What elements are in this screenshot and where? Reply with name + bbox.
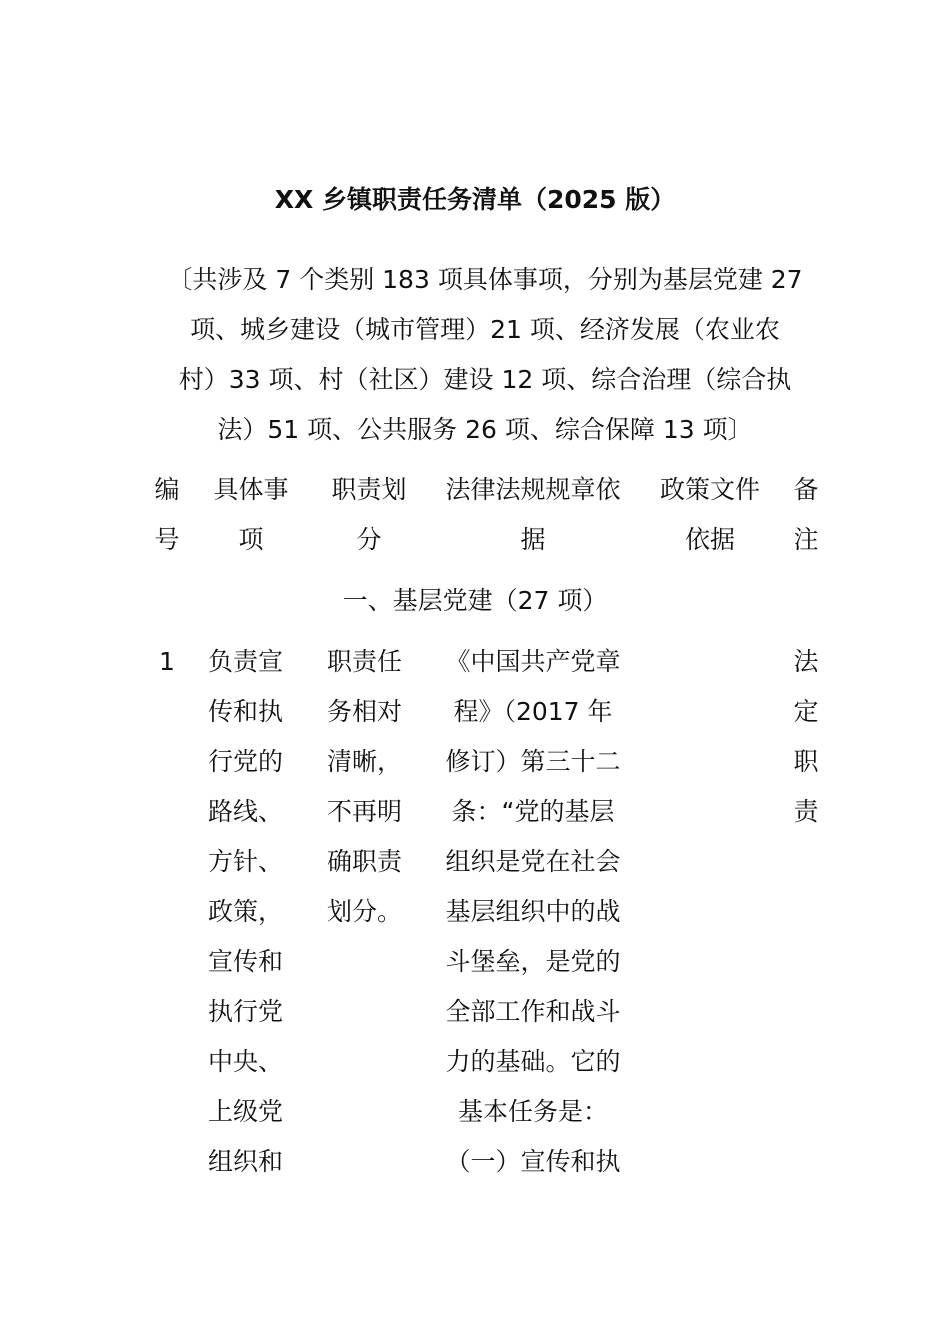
cell-line: 务相对 <box>327 697 403 726</box>
cell-line: 《中国共产党章 <box>445 647 621 676</box>
cell-line: 职责任 <box>327 647 403 676</box>
cell-line: 确职责 <box>327 847 403 876</box>
header-remark <box>788 465 824 565</box>
cell-line: 程》（2017 年 <box>453 697 613 726</box>
header-text: 注 <box>793 525 819 554</box>
header-text: 依据 <box>684 525 735 554</box>
cell-line: 斗堡垒，是党的 <box>445 947 621 976</box>
cell-line: 基层组织中的战 <box>445 897 621 926</box>
cell-line: 负责宣 <box>208 647 284 676</box>
cell-line: 执行党 <box>208 997 284 1026</box>
summary-line: 法）51 项、公共服务 26 项、综合保障 13 项〕 <box>217 415 753 444</box>
row-duty-cell <box>327 637 411 937</box>
cell-line: 方针、 <box>208 847 284 876</box>
document-title: XX 乡镇职责任务清单（2025 版） <box>274 185 676 214</box>
header-text: 政策文件 <box>659 475 760 504</box>
row-remark-cell <box>788 637 824 837</box>
header-item <box>208 465 294 565</box>
cell-line: 组织是党在社会 <box>445 847 621 876</box>
row-number <box>148 637 186 687</box>
cell-line: 组织和 <box>208 1147 284 1176</box>
cell-text: 1 <box>159 647 175 676</box>
header-duty <box>327 465 411 565</box>
cell-line: 条：“党的基层 <box>451 797 615 826</box>
header-text: 据 <box>520 525 546 554</box>
header-policy <box>655 465 765 565</box>
header-text: 职责划 <box>331 475 407 504</box>
cell-line: 宣传和 <box>208 947 284 976</box>
cell-line: 上级党 <box>208 1097 284 1126</box>
header-text: 号 <box>154 525 180 554</box>
summary-line: 项、城乡建设（城市管理）21 项、经济发展（农业农 <box>190 315 780 344</box>
summary-line: 〔共涉及 7 个类别 183 项具体事项，分别为基层党建 27 <box>167 265 803 294</box>
row-law-cell <box>440 637 626 1187</box>
header-text: 具体事 <box>213 475 289 504</box>
summary-line: 村）33 项、村（社区）建设 12 项、综合治理（综合执 <box>178 365 792 394</box>
header-text: 备 <box>793 475 819 504</box>
cell-line: 清晰， <box>327 747 403 776</box>
cell-line: 传和执 <box>208 697 284 726</box>
header-law <box>440 465 626 565</box>
cell-line: 行党的 <box>208 747 284 776</box>
cell-line: 中央、 <box>208 1047 284 1076</box>
header-text: 法律法规规章依 <box>445 475 621 504</box>
cell-line: 基本任务是： <box>457 1097 608 1126</box>
header-number <box>148 465 186 565</box>
cell-line: 政策， <box>208 897 284 926</box>
cell-line: （一）宣传和执 <box>445 1147 621 1176</box>
cell-line: 力的基础。它的 <box>445 1047 621 1076</box>
cell-line: 修订）第三十二 <box>445 747 621 776</box>
cell-line: 法 <box>793 647 819 676</box>
cell-line: 路线、 <box>208 797 284 826</box>
cell-line: 职 <box>793 747 819 776</box>
cell-line: 划分。 <box>327 897 403 926</box>
header-text: 分 <box>356 525 382 554</box>
header-text: 编 <box>154 475 180 504</box>
section-title: 一、基层党建（27 项） <box>342 586 608 615</box>
cell-line: 责 <box>793 797 819 826</box>
header-text: 项 <box>238 525 264 554</box>
row-item-cell <box>208 637 294 1187</box>
cell-line: 全部工作和战斗 <box>445 997 621 1026</box>
cell-line: 不再明 <box>327 797 403 826</box>
cell-line: 定 <box>793 697 819 726</box>
document-summary <box>150 255 820 455</box>
